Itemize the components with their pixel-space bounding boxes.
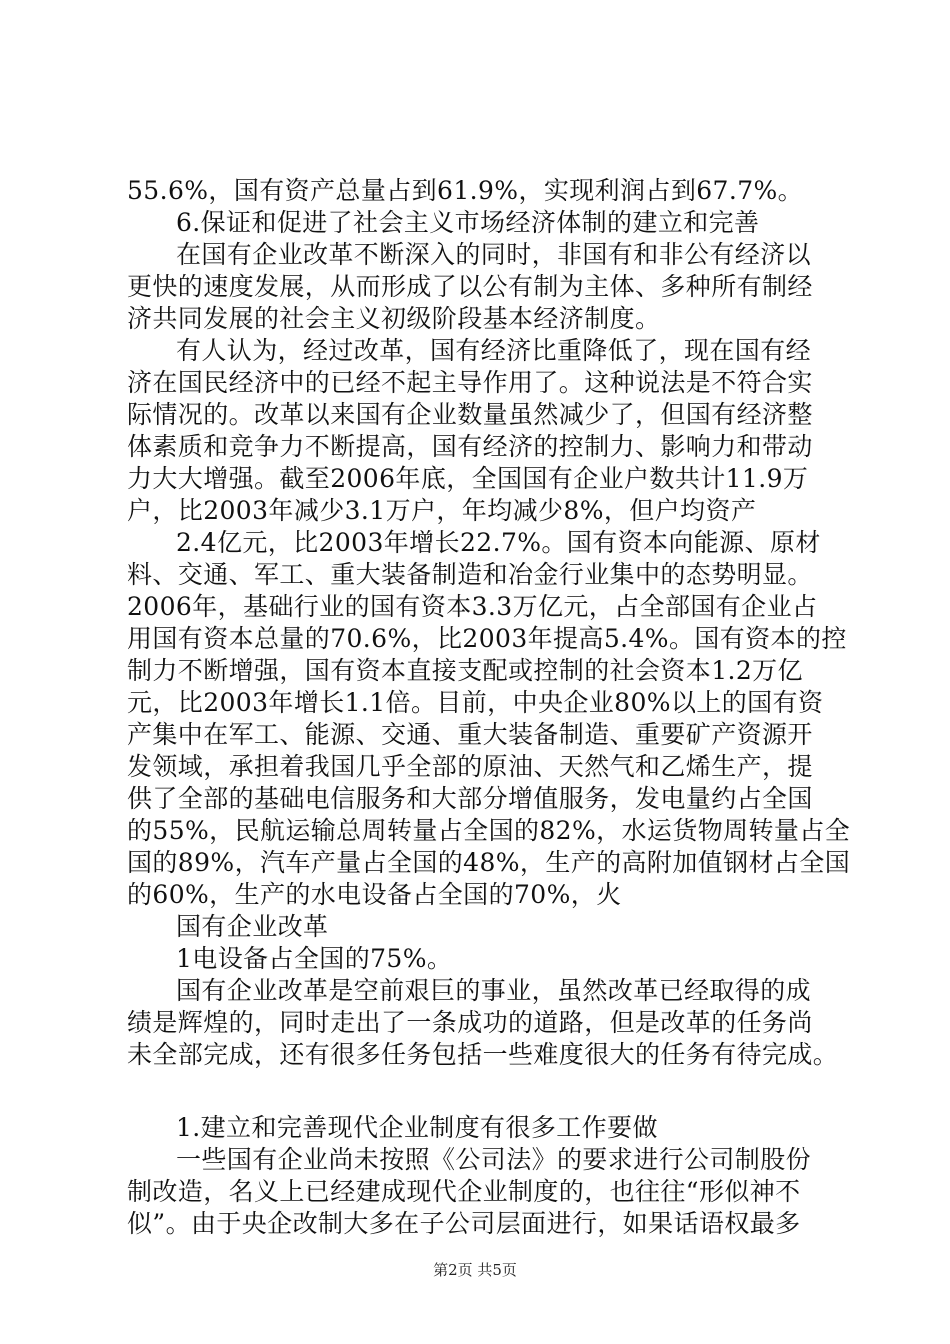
body-text-line: 用国有资本总量的70.6%，比2003年提高5.4%。国有资本的控 [127, 624, 847, 653]
body-text-line: 的55%，民航运输总周转量占全国的82%，水运货物周转量占全 [127, 816, 851, 845]
body-text-line: 似”。由于央企改制大多在子公司层面进行，如果话语权最多 [127, 1209, 801, 1238]
body-text-line: 制力不断增强，国有资本直接支配或控制的社会资本1.2万亿 [127, 656, 803, 685]
body-text-line: 力大大增强。截至2006年底，全国国有企业户数共计11.9万 [127, 464, 809, 493]
body-text-line: 55.6%，国有资产总量占到61.9%，实现利润占到67.7%。 [127, 176, 804, 205]
body-text-line: 2.4亿元，比2003年增长22.7%。国有资本向能源、原材 [176, 528, 821, 557]
body-text-line: 产集中在军工、能源、交通、重大装备制造、重要矿产资源开 [127, 720, 813, 749]
body-text-line: 2006年，基础行业的国有资本3.3万亿元，占全部国有企业占 [127, 592, 818, 621]
section-heading: 1.建立和完善现代企业制度有很多工作要做 [176, 1113, 658, 1142]
section-title: 国有企业改革 [176, 912, 329, 941]
body-text-line: 国有企业改革是空前艰巨的事业，虽然改革已经取得的成 [176, 976, 812, 1005]
body-text-line: 一些国有企业尚未按照《公司法》的要求进行公司制股份 [176, 1145, 812, 1174]
page-number-footer: 第2页 共5页 [433, 1261, 517, 1279]
body-text-line: 绩是辉煌的，同时走出了一条成功的道路，但是改革的任务尚 [127, 1008, 813, 1037]
body-text-line: 国的89%，汽车产量占全国的48%，生产的高附加值钢材占全国 [127, 848, 851, 877]
body-text-line: 际情况的。改革以来国有企业数量虽然减少了，但国有经济整 [127, 400, 813, 429]
body-text-line: 制改造，名义上已经建成现代企业制度的，也往往“形似神不 [127, 1177, 801, 1206]
body-text-line: 有人认为，经过改革，国有经济比重降低了，现在国有经 [176, 336, 812, 365]
body-text-line: 户，比2003年减少3.1万户，年均减少8%，但户均资产 [127, 496, 757, 525]
body-text-line: 未全部完成，还有很多任务包括一些难度很大的任务有待完成。 [127, 1040, 839, 1069]
body-text-line: 发领域，承担着我国几乎全部的原油、天然气和乙烯生产，提 [127, 752, 813, 781]
body-text-line: 更快的速度发展，从而形成了以公有制为主体、多种所有制经 [127, 272, 813, 301]
body-text-line: 的60%，生产的水电设备占全国的70%，火 [127, 880, 622, 909]
section-heading: 6.保证和促进了社会主义市场经济体制的建立和完善 [176, 208, 760, 237]
body-text-line: 元，比2003年增长1.1倍。目前，中央企业80%以上的国有资 [127, 688, 824, 717]
body-text-line: 济共同发展的社会主义初级阶段基本经济制度。 [127, 304, 661, 333]
body-text-line: 在国有企业改革不断深入的同时，非国有和非公有经济以 [176, 240, 812, 269]
body-text-line: 供了全部的基础电信服务和大部分增值服务，发电量约占全国 [127, 784, 813, 813]
body-text-line: 1电设备占全国的75%。 [176, 944, 453, 973]
body-text-line: 料、交通、军工、重大装备制造和冶金行业集中的态势明显。 [127, 560, 813, 589]
body-text-line: 济在国民经济中的已经不起主导作用了。这种说法是不符合实 [127, 368, 813, 397]
body-text-line: 体素质和竞争力不断提高，国有经济的控制力、影响力和带动 [127, 432, 813, 461]
